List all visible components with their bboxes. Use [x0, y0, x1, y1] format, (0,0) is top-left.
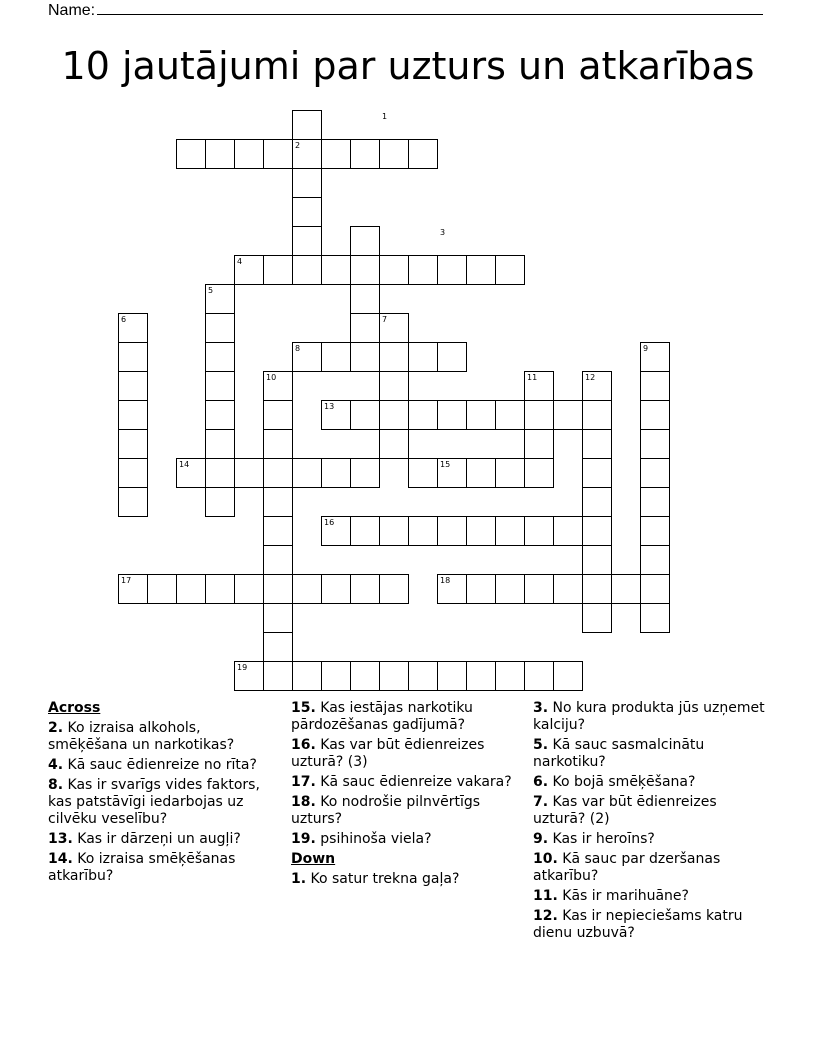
clue-text: Kas ir nepieciešams katru dienu uzbuvā?	[533, 908, 743, 941]
clue-number-label: 10	[266, 373, 277, 382]
clue-across-14	[48, 851, 284, 885]
grid-cell[interactable]	[495, 661, 525, 691]
across-heading: Across	[48, 700, 101, 716]
grid-cell[interactable]	[640, 516, 670, 546]
grid-cell[interactable]	[379, 342, 409, 372]
grid-cell[interactable]	[553, 661, 583, 691]
clue-down-6	[533, 774, 769, 791]
grid-cell[interactable]	[205, 400, 235, 430]
grid-cell[interactable]	[118, 458, 148, 488]
grid-cell[interactable]	[350, 661, 380, 691]
clue-number-label: 9	[643, 344, 649, 353]
clue-number-label: 12	[585, 373, 596, 382]
grid-cell[interactable]	[582, 487, 612, 517]
clue-across-15	[291, 700, 527, 734]
grid-cell[interactable]	[640, 429, 670, 459]
clue-down-10	[533, 851, 769, 885]
clue-text: Kā sauc par dzeršanas atkarību?	[533, 851, 721, 884]
clue-number: 3.	[533, 700, 549, 716]
clue-across-2	[48, 720, 284, 754]
grid-cell[interactable]	[582, 603, 612, 633]
grid-cell[interactable]	[524, 574, 554, 604]
clue-down-3	[533, 700, 769, 734]
clue-number: 7.	[533, 794, 549, 810]
grid-cell[interactable]	[205, 371, 235, 401]
grid-cell[interactable]	[437, 255, 467, 285]
clue-text: Kas ir dārzeņi un augļi?	[72, 831, 241, 847]
clue-text: Ko satur trekna gaļa?	[306, 871, 460, 887]
grid-cell[interactable]	[234, 139, 264, 169]
grid-cell[interactable]	[437, 661, 467, 691]
grid-cell[interactable]	[495, 516, 525, 546]
clue-text: Kas ir svarīgs vides faktors, kas patstāvīgi iedarbojas uz cilvēku veselību?	[48, 777, 260, 827]
grid-cell[interactable]	[466, 400, 496, 430]
grid-cell[interactable]	[408, 400, 438, 430]
grid-cell[interactable]	[118, 342, 148, 372]
grid-cell[interactable]	[466, 516, 496, 546]
grid-cell[interactable]	[495, 255, 525, 285]
clue-text: Ko izraisa smēķēšanas atkarību?	[48, 851, 236, 884]
clue-across-13	[48, 831, 284, 848]
clue-number: 9.	[533, 831, 549, 847]
grid-cell[interactable]	[263, 516, 293, 546]
clue-number-label: 16	[324, 518, 335, 527]
grid-cell[interactable]	[263, 487, 293, 517]
grid-cell[interactable]	[350, 255, 380, 285]
grid-cell[interactable]	[292, 168, 322, 198]
clue-number-label: 19	[237, 663, 248, 672]
clue-text: Kā sauc ēdienreize no rīta?	[63, 757, 257, 773]
clue-number: 15.	[291, 700, 316, 716]
clue-number-label: 4	[237, 257, 243, 266]
clue-text: psihinoša viela?	[315, 831, 432, 847]
grid-cell[interactable]	[205, 458, 235, 488]
clue-number: 4.	[48, 757, 64, 773]
grid-cell[interactable]	[350, 342, 380, 372]
clue-number-label: 18	[440, 576, 451, 585]
grid-cell[interactable]	[524, 429, 554, 459]
grid-cell[interactable]	[292, 226, 322, 256]
clue-number: 13.	[48, 831, 73, 847]
grid-cell[interactable]	[379, 255, 409, 285]
clue-down-1	[291, 871, 527, 888]
grid-cell[interactable]	[524, 458, 554, 488]
grid-cell[interactable]	[263, 574, 293, 604]
grid-cell[interactable]	[321, 458, 351, 488]
grid-cell[interactable]	[118, 429, 148, 459]
grid-cell[interactable]	[582, 429, 612, 459]
grid-cell[interactable]	[292, 574, 322, 604]
grid-cell[interactable]	[582, 574, 612, 604]
grid-cell[interactable]	[437, 342, 467, 372]
grid-cell[interactable]	[350, 313, 380, 343]
grid-cell[interactable]	[640, 545, 670, 575]
grid-cell[interactable]	[263, 632, 293, 662]
grid-cell[interactable]	[582, 458, 612, 488]
grid-cell[interactable]	[640, 487, 670, 517]
grid-cell[interactable]	[118, 487, 148, 517]
clue-number: 18.	[291, 794, 316, 810]
grid-cell[interactable]	[582, 516, 612, 546]
clues-column-2	[291, 700, 527, 891]
clue-down-9	[533, 831, 769, 848]
clue-down-5	[533, 737, 769, 771]
page-title: 10 jautājumi par uzturs un atkarības	[61, 44, 755, 88]
grid-cell[interactable]	[582, 545, 612, 575]
grid-cell[interactable]	[582, 400, 612, 430]
clue-across-16	[291, 737, 527, 771]
grid-cell[interactable]	[205, 342, 235, 372]
grid-cell[interactable]	[234, 458, 264, 488]
clue-number-label: 6	[121, 315, 127, 324]
clue-across-18	[291, 794, 527, 828]
grid-cell[interactable]	[263, 429, 293, 459]
clue-number-label: 3	[440, 228, 446, 237]
grid-cell[interactable]	[263, 139, 293, 169]
grid-cell[interactable]	[263, 545, 293, 575]
clue-number: 12.	[533, 908, 558, 924]
grid-cell[interactable]	[379, 400, 409, 430]
grid-cell[interactable]	[263, 661, 293, 691]
grid-cell[interactable]	[205, 139, 235, 169]
clue-across-4	[48, 757, 284, 774]
clues-column-3	[533, 700, 769, 945]
grid-cell[interactable]	[466, 661, 496, 691]
clue-number-label: 13	[324, 402, 335, 411]
grid-cell[interactable]	[408, 255, 438, 285]
clue-number-label: 7	[382, 315, 388, 324]
clue-number: 14.	[48, 851, 73, 867]
grid-cell[interactable]	[524, 400, 554, 430]
grid-cell[interactable]	[263, 603, 293, 633]
clue-text: Kā sauc sasmalcinātu narkotiku?	[533, 737, 705, 770]
grid-cell[interactable]	[321, 661, 351, 691]
grid-cell[interactable]	[205, 487, 235, 517]
clue-number: 2.	[48, 720, 64, 736]
grid-cell[interactable]	[321, 574, 351, 604]
grid-cell[interactable]	[379, 661, 409, 691]
clue-down-7	[533, 794, 769, 828]
grid-cell[interactable]	[234, 574, 264, 604]
clue-number-label: 5	[208, 286, 214, 295]
grid-cell[interactable]	[640, 371, 670, 401]
grid-cell[interactable]	[205, 574, 235, 604]
grid-cell[interactable]	[292, 661, 322, 691]
grid-cell[interactable]	[640, 458, 670, 488]
grid-cell[interactable]	[437, 516, 467, 546]
clue-number: 17.	[291, 774, 316, 790]
grid-cell[interactable]	[466, 458, 496, 488]
grid-cell[interactable]	[263, 255, 293, 285]
grid-cell[interactable]	[350, 516, 380, 546]
grid-cell[interactable]	[553, 574, 583, 604]
down-heading: Down	[291, 851, 336, 867]
grid-cell[interactable]	[205, 313, 235, 343]
grid-cell[interactable]	[379, 516, 409, 546]
clue-number-label: 17	[121, 576, 132, 585]
clue-across-19	[291, 831, 527, 848]
grid-cell[interactable]	[408, 458, 438, 488]
grid-cell[interactable]	[321, 139, 351, 169]
grid-cell[interactable]	[495, 458, 525, 488]
clue-number-label: 14	[179, 460, 190, 469]
grid-cell[interactable]	[495, 400, 525, 430]
clue-number: 11.	[533, 888, 558, 904]
clue-text: Ko nodrošie pilnvērtīgs uzturs?	[291, 794, 481, 827]
clue-text: Ko izraisa alkohols, smēķēšana un narkotikas?	[48, 720, 235, 753]
grid-cell[interactable]	[408, 516, 438, 546]
clue-text: Kas var būt ēdienreizes uzturā? (2)	[533, 794, 717, 827]
grid-cell[interactable]	[379, 574, 409, 604]
clue-number: 16.	[291, 737, 316, 753]
clue-number-label: 11	[527, 373, 538, 382]
grid-cell[interactable]	[292, 110, 322, 140]
grid-cell[interactable]	[292, 197, 322, 227]
clue-number: 19.	[291, 831, 316, 847]
clue-number-label: 1	[382, 112, 388, 121]
clue-number: 10.	[533, 851, 558, 867]
grid-cell[interactable]	[176, 574, 206, 604]
grid-cell[interactable]	[466, 255, 496, 285]
grid-cell[interactable]	[379, 429, 409, 459]
grid-cell[interactable]	[292, 458, 322, 488]
grid-cell[interactable]	[495, 574, 525, 604]
grid-cell[interactable]	[292, 255, 322, 285]
grid-cell[interactable]	[263, 400, 293, 430]
grid-cell[interactable]	[611, 574, 641, 604]
clue-number: 6.	[533, 774, 549, 790]
grid-cell[interactable]	[350, 458, 380, 488]
clue-number-label: 15	[440, 460, 451, 469]
grid-cell[interactable]	[640, 603, 670, 633]
clue-down-12	[533, 908, 769, 942]
clue-text: Kā sauc ēdienreize vakara?	[315, 774, 512, 790]
grid-cell[interactable]	[437, 400, 467, 430]
grid-cell[interactable]	[553, 400, 583, 430]
grid-cell[interactable]	[524, 661, 554, 691]
grid-cell[interactable]	[466, 574, 496, 604]
clue-number-label: 2	[295, 141, 301, 150]
grid-cell[interactable]	[553, 516, 583, 546]
clue-number-label: 8	[295, 344, 301, 353]
grid-cell[interactable]	[118, 400, 148, 430]
clue-across-8	[48, 777, 284, 828]
clues-column-1	[48, 700, 284, 888]
clue-text: Ko bojā smēķēšana?	[548, 774, 696, 790]
grid-cell[interactable]	[321, 342, 351, 372]
clue-text: Kas iestājas narkotiku pārdozēšanas gadījumā?	[291, 700, 473, 733]
grid-cell[interactable]	[118, 371, 148, 401]
grid-cell[interactable]	[321, 255, 351, 285]
grid-cell[interactable]	[640, 400, 670, 430]
grid-cell[interactable]	[350, 139, 380, 169]
name-label: Name:	[48, 2, 96, 19]
grid-cell[interactable]	[408, 342, 438, 372]
clue-text: Kās ir marihuāne?	[557, 888, 689, 904]
clue-text: Kas var būt ēdienreizes uzturā? (3)	[291, 737, 485, 770]
grid-cell[interactable]	[408, 139, 438, 169]
clue-number: 8.	[48, 777, 64, 793]
clue-number: 5.	[533, 737, 549, 753]
grid-cell[interactable]	[408, 661, 438, 691]
grid-cell[interactable]	[350, 574, 380, 604]
clue-text: No kura produkta jūs uzņemet kalciju?	[533, 700, 765, 733]
clue-text: Kas ir heroīns?	[548, 831, 655, 847]
clue-across-17	[291, 774, 527, 791]
grid-cell[interactable]	[205, 429, 235, 459]
grid-cell[interactable]	[524, 516, 554, 546]
grid-cell[interactable]	[379, 139, 409, 169]
clue-down-11	[533, 888, 769, 905]
grid-cell[interactable]	[263, 458, 293, 488]
grid-cell[interactable]	[350, 226, 380, 256]
grid-cell[interactable]	[147, 574, 177, 604]
grid-cell[interactable]	[350, 400, 380, 430]
grid-cell[interactable]	[176, 139, 206, 169]
clue-number: 1.	[291, 871, 307, 887]
grid-cell[interactable]	[350, 284, 380, 314]
grid-cell[interactable]	[640, 574, 670, 604]
grid-cell[interactable]	[379, 371, 409, 401]
